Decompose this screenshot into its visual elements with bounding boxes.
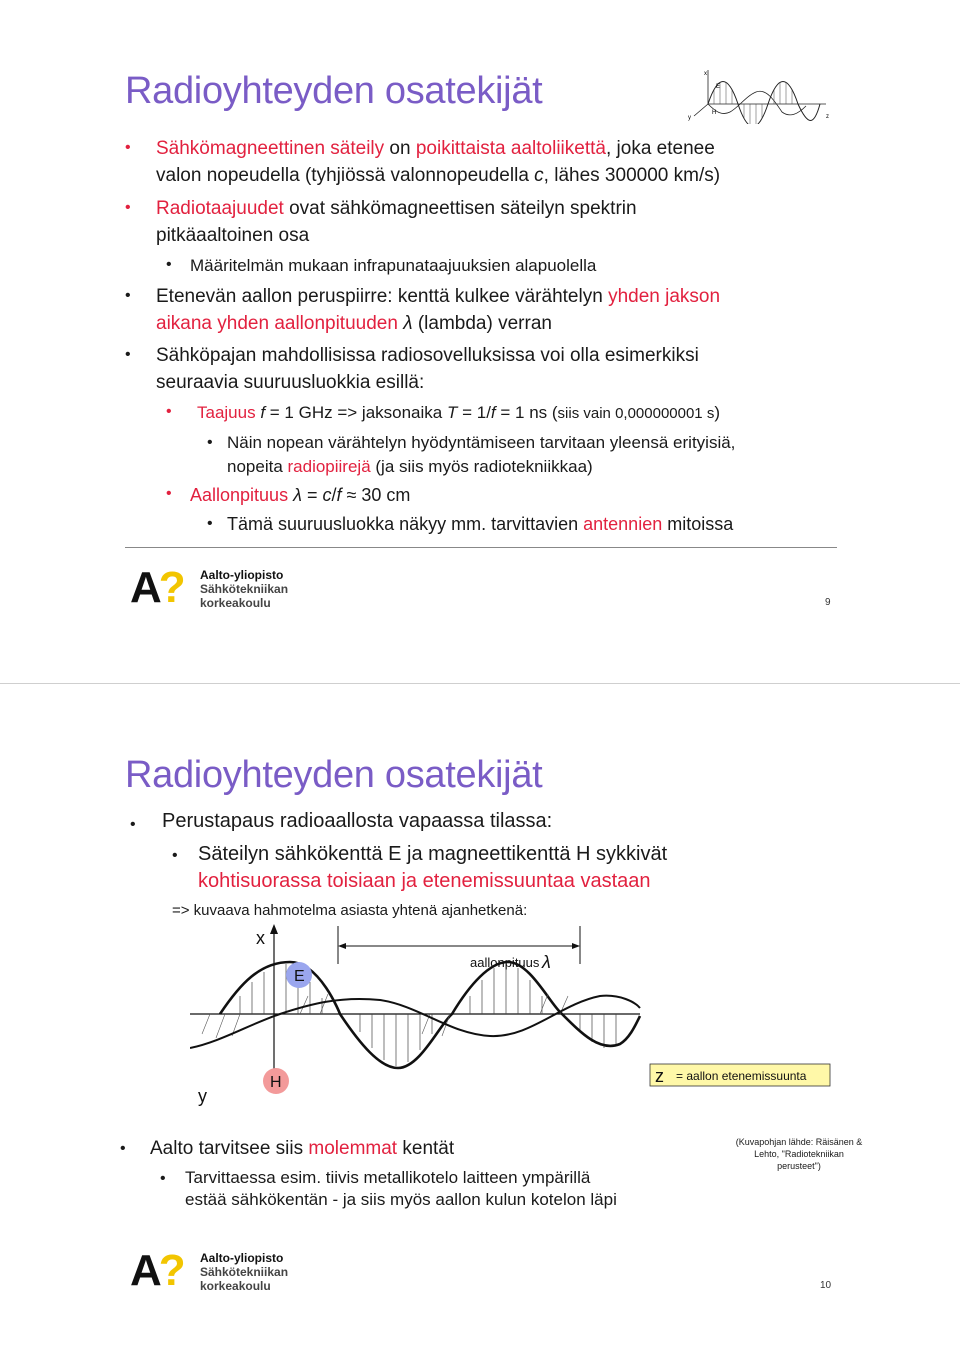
- bullet-2-line-2: pitkäaaltoinen osa: [156, 225, 310, 246]
- logo-text: Aalto-yliopisto Sähkötekniikan korkeakoulu: [200, 568, 289, 610]
- wave-thumbnail: [686, 66, 836, 124]
- bullet-dot: •: [130, 816, 136, 833]
- sub-bullet-dot: •: [166, 403, 172, 420]
- footer-rule: [125, 547, 837, 548]
- arrow-text: => kuvaava hahmotelma asiasta yhtenä ajanhetkenä:: [172, 902, 528, 919]
- lambda-symbol: λ: [542, 952, 551, 972]
- thumb-h-label: H: [712, 110, 717, 116]
- image-source-note: (Kuvapohjan lähde: Räisänen & Lehto, "Radiotekniikan perusteet"): [735, 1137, 863, 1171]
- bullet-1-line-2: valon nopeudella (tyhjiössä valonnopeudella c, lähes 300000 km/s): [156, 165, 721, 186]
- page-number: 10: [820, 1280, 832, 1291]
- bullet-2-sub-line-1: Tarvittaessa esim. tiivis metallikotelo laitteen ympärillä: [185, 1168, 591, 1187]
- thumb-z-label: z: [826, 114, 829, 120]
- bullet-4-subsub-1-line-1: Näin nopean värähtelyn hyödyntämiseen tarvitaan yleensä erityisiä,: [227, 433, 736, 452]
- sub-sub-bullet-dot: •: [207, 515, 213, 532]
- bullet-3-line-2: aikana yhden aallonpituuden λ (lambda) verran: [156, 313, 552, 334]
- thumb-e-label: E: [716, 84, 721, 90]
- x-arrowhead: [270, 924, 278, 934]
- bullet-3-line-1: Etenevän aallon peruspiirre: kenttä kulkee värähtelyn yhden jakson: [156, 286, 721, 307]
- bullet-dot: •: [125, 139, 131, 156]
- sub-bullet-dot: •: [166, 485, 172, 502]
- bullet-1: Perustapaus radioaallosta vapaassa tilassa:: [162, 810, 553, 832]
- thumb-x-label: x: [704, 71, 707, 77]
- bullet-4-subsub-1-line-2: nopeita radiopiirejä (ja siis myös radiotekniikkaa): [227, 457, 593, 476]
- slide-10: [0, 684, 960, 1367]
- sub-bullet-dot: •: [160, 1170, 166, 1187]
- slide-title: Radioyhteyden osatekijät: [125, 754, 543, 796]
- e-field-wave: [220, 962, 640, 1068]
- slide-9: [0, 0, 960, 683]
- sub-bullet-dot: •: [166, 256, 172, 273]
- bullet-4-sub-2: Aallonpituus λ = c/f ≈ 30 cm: [190, 485, 411, 505]
- h-label: H: [270, 1074, 282, 1091]
- bullet-1-line-1: Sähkömagneettinen säteily on poikittaista aaltoliikettä, joka etenee: [156, 138, 715, 159]
- bullet-dot: •: [120, 1140, 126, 1157]
- e-label: E: [294, 968, 305, 985]
- bullet-1-sub-line-2: kohtisuorassa toisiaan ja etenemissuuntaa vastaan: [198, 870, 651, 892]
- wavelength-label: aallonpituus: [470, 955, 540, 970]
- thumb-y-label: y: [688, 115, 691, 121]
- z-description: = aallon etenemissuunta: [676, 1069, 807, 1083]
- bullet-dot: •: [125, 287, 131, 304]
- bullet-dot: •: [125, 199, 131, 216]
- page-number: 9: [825, 597, 831, 608]
- x-label: x: [256, 928, 265, 948]
- logo-mark: A?: [130, 563, 183, 612]
- sub-bullet-dot: •: [172, 847, 178, 864]
- logo-mark: A?: [130, 1246, 183, 1295]
- logo-text: Aalto-yliopisto Sähkötekniikan korkeakoulu: [200, 1251, 289, 1293]
- bullet-4-line-2: seuraavia suuruusluokkia esillä:: [156, 372, 425, 393]
- h-field-wave: [190, 996, 640, 1048]
- em-wave-diagram: [190, 924, 840, 1124]
- bullet-2-sub: Määritelmän mukaan infrapunataajuuksien alapuolella: [190, 256, 597, 275]
- bullet-2: Aalto tarvitsee siis molemmat kentät: [150, 1138, 455, 1159]
- bullet-dot: •: [125, 346, 131, 363]
- z-label: z: [655, 1066, 664, 1086]
- bullet-4-line-1: Sähköpajan mahdollisissa radiosovelluksissa voi olla esimerkiksi: [156, 345, 699, 366]
- bullet-4-subsub-2: Tämä suuruusluokka näkyy mm. tarvittavien antennien mitoissa: [227, 514, 734, 534]
- slide-title: Radioyhteyden osatekijät: [125, 70, 543, 112]
- sub-sub-bullet-dot: •: [207, 434, 213, 451]
- bullet-2-sub-line-2: estää sähkökentän - ja siis myös aallon kulun kotelon läpi: [185, 1190, 617, 1209]
- bullet-2-line-1: Radiotaajuudet ovat sähkömagneettisen säteilyn spektrin: [156, 198, 637, 219]
- bullet-4-sub-1: Taajuus f = 1 GHz => jaksonaika T = 1/f = 1 ns (siis vain 0,000000001 s): [197, 403, 720, 422]
- bullet-1-sub-line-1: Säteilyn sähkökenttä E ja magneettikenttä H sykkivät: [198, 843, 668, 865]
- y-label: y: [198, 1086, 207, 1106]
